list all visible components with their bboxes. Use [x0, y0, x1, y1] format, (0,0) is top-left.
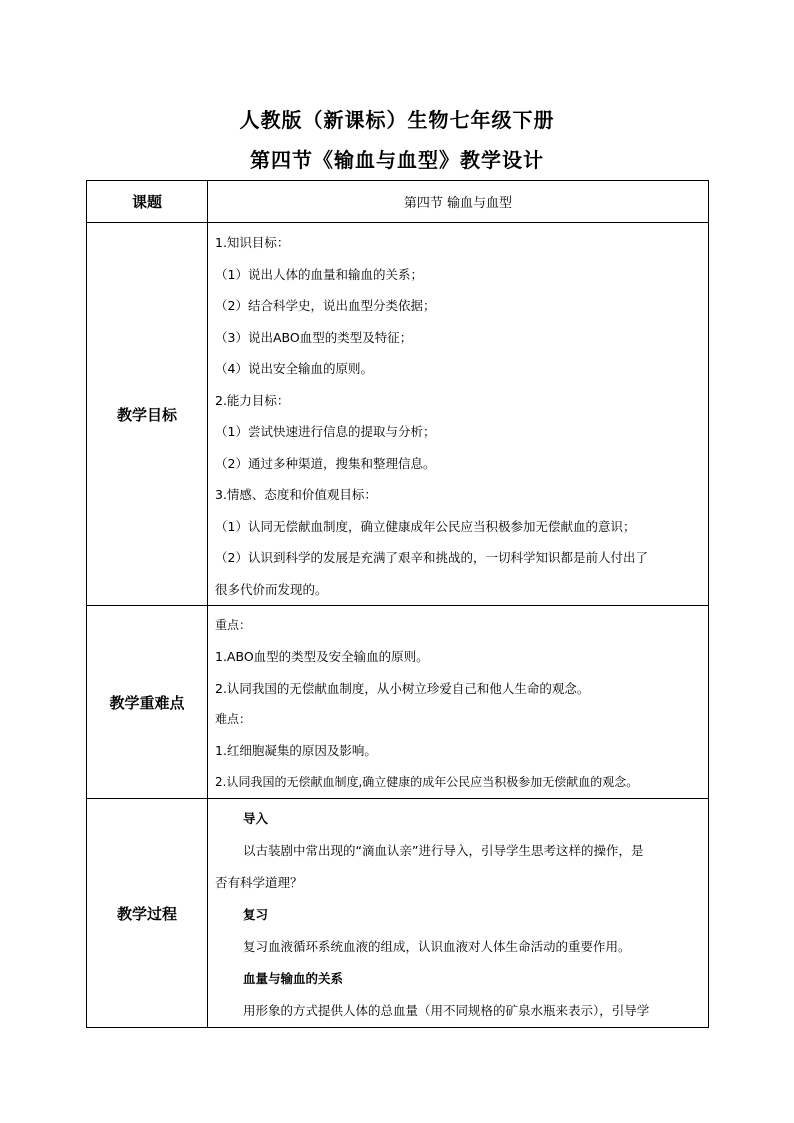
review-text: 复习血液循环系统血液的组成，认识血液对人体生命活动的重要作用。: [243, 939, 631, 954]
intro-text: 以古装剧中常出现的“滴血认亲”进行导入，引导学生思考这样的操作，是: [243, 843, 644, 858]
goals-line: （3）说出ABO血型的类型及特征；: [215, 329, 413, 345]
keypoints-content: [208, 606, 709, 799]
review-heading: 复习: [243, 907, 269, 922]
keypoints-row: [87, 606, 709, 799]
goals-line: 3.情感、态度和价值观目标：: [215, 487, 377, 502]
goals-label: 教学目标: [87, 223, 208, 606]
relation-heading: 血量与输血的关系: [243, 971, 344, 986]
goals-line: （1）认同无偿献血制度，确立健康成年公民应当积极参加无偿献血的意识；: [215, 518, 636, 534]
topic-value: 第四节 输血与血型: [208, 181, 709, 223]
keypoints-line: 难点：: [215, 712, 252, 726]
topic-label: 课题: [87, 181, 208, 223]
goals-line: （2）通过多种渠道，搜集和整理信息。: [215, 455, 436, 471]
keypoints-line: 2.认同我国的无偿献血制度,确立健康的成年公民应当积极参加无偿献血的观念。: [215, 774, 639, 789]
goals-row: [87, 223, 709, 606]
keypoints-label: 教学重难点: [87, 606, 208, 799]
goals-line: （2）结合科学史，说出血型分类依据；: [215, 298, 436, 313]
process-row: [87, 799, 709, 1028]
process-label: 教学过程: [87, 799, 208, 1028]
keypoints-line: 1.ABO血型的类型及安全输血的原则。: [215, 649, 429, 664]
document-subtitle: 第四节《输血与血型》教学设计: [250, 148, 544, 172]
topic-row: [87, 181, 709, 223]
intro-text-continued: 否有科学道理？: [215, 875, 303, 890]
goals-content: [208, 223, 709, 606]
lesson-plan-table: [86, 180, 709, 1028]
keypoints-line: 1.红细胞凝集的原因及影响。: [215, 743, 377, 758]
goals-line: 1.知识目标：: [215, 235, 290, 250]
keypoints-line: 重点：: [215, 618, 252, 632]
goals-line: 2.能力目标：: [215, 392, 290, 408]
goals-line: （1）说出人体的血量和输血的关系；: [215, 266, 423, 282]
process-content: [208, 799, 709, 1028]
keypoints-line: 2.认同我国的无偿献血制度，从小树立珍爱自己和他人生命的观念。: [215, 680, 590, 696]
intro-heading: 导入: [243, 811, 269, 826]
document-title: 人教版（新课标）生物七年级下册: [239, 108, 555, 132]
goals-line: 很多代价而发现的。: [215, 581, 328, 597]
goals-line: （4）说出安全输血的原则。: [215, 361, 373, 376]
goals-line: （1）尝试快速进行信息的提取与分析；: [215, 424, 436, 439]
relation-text: 用形象的方式提供人体的总血量（用不同规格的矿泉水瓶来表示），引导学: [243, 1003, 650, 1018]
goals-line: （2）认识到科学的发展是充满了艰辛和挑战的，一切科学知识都是前人付出了: [215, 550, 648, 565]
